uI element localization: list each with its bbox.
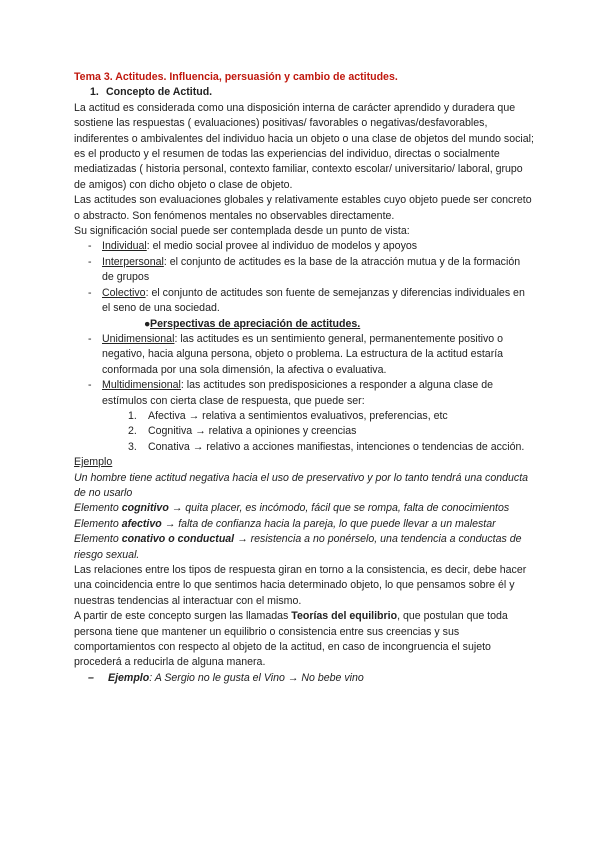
element-description: → resistencia a no ponérselo, una tendencia a conductas de riesgo sexual. [74, 533, 522, 561]
term-description: : el conjunto de actitudes son fuente de semejanzas y diferencias individuales en el seno de una sociedad. [102, 286, 525, 315]
final-example [74, 671, 534, 686]
list-item [74, 440, 534, 455]
element-prefix: Elemento [74, 517, 122, 530]
element-description: → falta de confianza hacia la pareja, lo que puede llevar a un malestar [161, 517, 496, 530]
views-list [74, 239, 534, 316]
document-title: Tema 3. Actitudes. Influencia, persuasión y cambio de actitudes. [74, 71, 398, 83]
paragraph-definition: La actitud es considerada como una disposición interna de carácter aprendido y duradera que sostiene las respuestas ( evaluaciones) positivas/ favorables o negativas/desfavorables, indiferentes o ambivalentes del individuo hacia un objeto o una clase de objetos del mundo social; es el producto y el resumen de todas las experiencias del individuo, directas o socialmente mediatizadas ( historia personal, contexto familiar, contexto escolar/ universitario/ laboral, grupo de amigos) con dicho objeto o clase de objeto. [74, 101, 534, 191]
term: Individual [102, 240, 147, 253]
example-heading: Ejemplo [74, 456, 113, 469]
paragraph-equilibrium [74, 609, 534, 671]
term-description: : el conjunto de actitudes es la base de la atracción mutua y de la formación de grupos [102, 255, 521, 284]
components-list [74, 409, 534, 455]
dash-marker: – [88, 671, 94, 684]
item-text: Conativa → relativo a acciones manifiestas, intenciones o tendencias de acción. [148, 440, 525, 453]
term: Interpersonal [102, 255, 164, 268]
item-text: Cognitiva → relativa a opiniones y creencias [148, 425, 357, 438]
paragraph-text: , que postulan que toda persona tiene que mantener un equilibrio o consistencia entre sus creencias y sus comportamientos con respecto al objeto de la actitud, en caso de incongruencia el sujeto procederá a reducirla de alguna manera. [74, 610, 508, 669]
perspectives-list [74, 332, 534, 455]
list-item [74, 424, 534, 439]
term-description: : las actitudes son predisposiciones a responder a alguna clase de estímulos con cierta clase de respuesta, que puede ser: [102, 379, 494, 407]
theory-name: Teorías del equilibrio [291, 610, 398, 623]
section-number: 1. [90, 86, 99, 99]
item-number: 2. [128, 425, 137, 438]
section-label: Concepto de Actitud. [106, 86, 213, 99]
paragraph-evaluations: Las actitudes son evaluaciones globales y relativamente estables cuyo objeto puede ser concreto o abstracto. Son fenómenos mentales no observables directamente. [74, 194, 532, 222]
bullet-dot-icon: ● [144, 317, 151, 330]
element-description: → quita placer, es incómodo, fácil que se rompa, falta de conocimientos [168, 502, 510, 515]
item-number: 1. [128, 409, 137, 422]
element-name: afectivo [121, 517, 162, 530]
paragraph-significance: Su significación social puede ser contemplada desde un punto de vista: [74, 225, 410, 238]
document-body [74, 70, 534, 686]
bullet-heading [74, 317, 534, 332]
element-name: cognitivo [121, 502, 169, 515]
example-intro: Un hombre tiene actitud negativa hacia el uso de preservativo y por lo tanto tendrá una conducta de no usarlo [74, 471, 529, 499]
element-prefix: Elemento [74, 533, 122, 546]
element-prefix: Elemento [74, 502, 122, 515]
list-item [74, 409, 534, 424]
example-text: : A Sergio no le gusta el Vino → No bebe vino [149, 671, 364, 684]
example-element-cognitive [74, 501, 534, 516]
term-description: : el medio social provee al individuo de modelos y apoyos [146, 240, 418, 253]
term-description: : las actitudes es un sentimiento general, permanentemente positivo o negativo, hacia alguna persona, objeto o problema. La estructura de la actitud estaría conformada por una sola dimensión, la afectiva o evaluativa. [102, 332, 504, 376]
list-item [74, 332, 534, 378]
example-label: Ejemplo [108, 671, 150, 684]
list-item [74, 378, 534, 455]
paragraph-consistency: Las relaciones entre los tipos de respuesta giran en torno a la consistencia, es decir, debe hacer una coincidencia entre lo que sentimos hacia determinado objeto, lo que pensamos sobre él y nuestras tendencias al interactuar con el mismo. [74, 564, 527, 607]
example-element-conative [74, 532, 534, 563]
paragraph-text: A partir de este concepto surgen las llamadas [74, 610, 292, 623]
term: Multidimensional [102, 379, 181, 392]
example-element-affective [74, 517, 534, 532]
list-item [74, 286, 534, 317]
term: Colectivo [102, 286, 146, 299]
element-name: conativo o conductual [121, 533, 235, 546]
bullet-heading-text: Perspectivas de apreciación de actitudes. [150, 317, 361, 330]
section-heading-1 [74, 85, 534, 100]
list-item [74, 255, 534, 286]
item-text: Afectiva → relativa a sentimientos evaluativos, preferencias, etc [148, 409, 448, 422]
list-item [74, 239, 534, 254]
item-number: 3. [128, 440, 137, 453]
term: Unidimensional [102, 332, 175, 345]
